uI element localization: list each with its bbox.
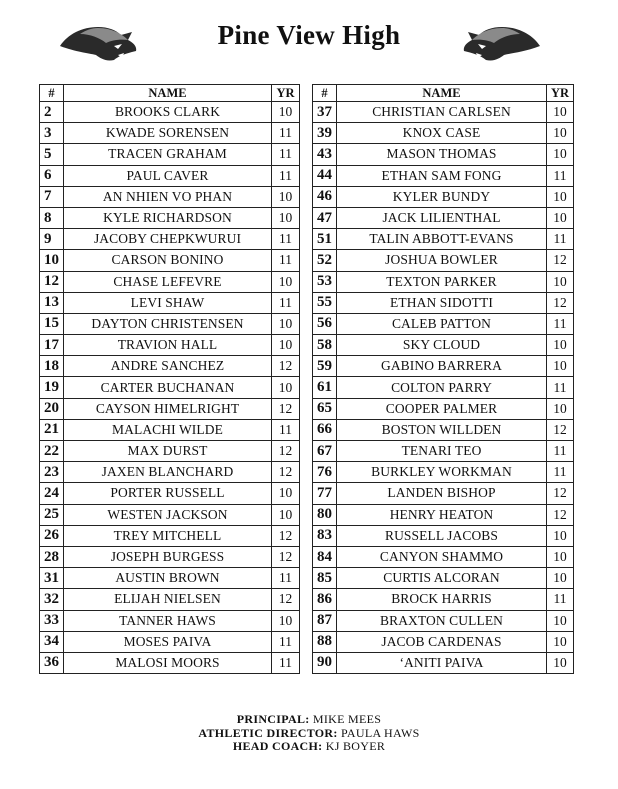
player-name: TANNER HAWS [64,610,272,631]
player-name: COLTON PARRY [337,377,547,398]
player-name: MAX DURST [64,441,272,462]
player-year: 10 [547,546,574,567]
column-header-name: NAME [64,85,272,102]
player-number: 83 [313,525,337,546]
table-row [313,419,574,440]
table-row [40,250,300,271]
player-year: 11 [547,462,574,483]
player-year: 10 [272,610,300,631]
table-row [313,250,574,271]
table-row [40,186,300,207]
player-name: ‘ANITI PAIVA [337,652,547,673]
panther-head-icon [462,22,542,64]
player-number: 67 [313,441,337,462]
player-year: 11 [547,589,574,610]
table-row [313,313,574,334]
player-year: 11 [272,250,300,271]
player-name: CARTER BUCHANAN [64,377,272,398]
player-year: 11 [272,292,300,313]
player-year: 10 [547,525,574,546]
player-name: ETHAN SAM FONG [337,165,547,186]
player-name: AUSTIN BROWN [64,568,272,589]
player-number: 23 [40,462,64,483]
table-row [40,483,300,504]
player-year: 12 [547,483,574,504]
page-title: Pine View High [217,20,401,50]
table-row [40,271,300,292]
player-year: 11 [272,631,300,652]
player-name: HENRY HEATON [337,504,547,525]
player-number: 18 [40,356,64,377]
player-name: JOSEPH BURGESS [64,546,272,567]
player-year: 12 [272,441,300,462]
player-year: 11 [272,419,300,440]
player-name: JOSHUA BOWLER [337,250,547,271]
player-name: CHRISTIAN CARLSEN [337,102,547,123]
table-row [313,292,574,313]
table-row [313,165,574,186]
player-year: 10 [547,123,574,144]
player-name: MALACHI WILDE [64,419,272,440]
player-number: 86 [313,589,337,610]
player-year: 11 [272,144,300,165]
player-number: 77 [313,483,337,504]
player-number: 36 [40,652,64,673]
athletic-director-line [0,727,618,741]
table-row [40,462,300,483]
table-row [313,546,574,567]
player-number: 28 [40,546,64,567]
head-coach-line [0,740,618,754]
player-number: 47 [313,207,337,228]
table-row [313,123,574,144]
player-year: 10 [272,313,300,334]
player-year: 10 [547,356,574,377]
head-coach-name: KJ BOYER [325,739,386,753]
table-row [40,144,300,165]
head-coach-label: HEAD COACH: [232,739,323,753]
player-name: BROOKS CLARK [64,102,272,123]
column-header-year: YR [272,85,300,102]
player-year: 10 [547,335,574,356]
player-name: AN NHIEN VO PHAN [64,186,272,207]
table-row [40,652,300,673]
player-name: KYLER BUNDY [337,186,547,207]
table-row [40,313,300,334]
player-year: 12 [272,525,300,546]
player-year: 10 [272,186,300,207]
table-row [40,229,300,250]
athletic-director-name: PAULA HAWS [341,725,420,740]
player-name: LANDEN BISHOP [337,483,547,504]
player-year: 11 [272,229,300,250]
table-row [40,441,300,462]
athletic-director-label: ATHLETIC DIRECTOR: [198,725,338,740]
player-number: 34 [40,631,64,652]
player-name: KWADE SORENSEN [64,123,272,144]
table-row [313,525,574,546]
table-row [313,144,574,165]
table-row [40,335,300,356]
player-year: 10 [547,398,574,419]
player-number: 39 [313,123,337,144]
principal-line [0,713,618,727]
player-name: PORTER RUSSELL [64,483,272,504]
player-name: CAYSON HIMELRIGHT [64,398,272,419]
player-year: 11 [547,441,574,462]
player-name: SKY CLOUD [337,335,547,356]
table-row [313,377,574,398]
player-number: 65 [313,398,337,419]
player-number: 90 [313,652,337,673]
table-row [313,483,574,504]
player-year: 10 [547,568,574,589]
player-number: 2 [40,102,64,123]
player-name: GABINO BARRERA [337,356,547,377]
player-number: 6 [40,165,64,186]
table-row [40,207,300,228]
table-row [313,398,574,419]
player-year: 11 [547,313,574,334]
player-year: 12 [547,250,574,271]
column-header-number: # [40,85,64,102]
player-number: 55 [313,292,337,313]
table-row [40,546,300,567]
player-number: 9 [40,229,64,250]
player-number: 5 [40,144,64,165]
player-year: 10 [547,271,574,292]
player-name: TRACEN GRAHAM [64,144,272,165]
player-number: 31 [40,568,64,589]
roster-table-right [312,84,574,674]
table-row [40,610,300,631]
player-year: 11 [272,652,300,673]
player-name: BROCK HARRIS [337,589,547,610]
player-number: 13 [40,292,64,313]
player-name: TALIN ABBOTT-EVANS [337,229,547,250]
player-name: WESTEN JACKSON [64,504,272,525]
player-number: 43 [313,144,337,165]
player-number: 24 [40,483,64,504]
table-row [40,525,300,546]
player-name: PAUL CAVER [64,165,272,186]
player-number: 32 [40,589,64,610]
player-number: 84 [313,546,337,567]
player-name: JACOBY CHEPKWURUI [64,229,272,250]
table-row [40,419,300,440]
player-number: 8 [40,207,64,228]
table-row [40,377,300,398]
table-row [40,356,300,377]
player-number: 22 [40,441,64,462]
table-row [40,398,300,419]
player-year: 10 [547,610,574,631]
player-year: 10 [547,144,574,165]
table-row [40,123,300,144]
player-number: 52 [313,250,337,271]
table-header-row [40,85,300,102]
player-name: TEXTON PARKER [337,271,547,292]
player-year: 11 [547,165,574,186]
table-row [313,335,574,356]
player-year: 12 [272,546,300,567]
player-number: 56 [313,313,337,334]
table-row [40,102,300,123]
page-header [0,0,618,80]
player-name: ANDRE SANCHEZ [64,356,272,377]
player-number: 20 [40,398,64,419]
player-name: CURTIS ALCORAN [337,568,547,589]
player-year: 11 [272,165,300,186]
player-number: 76 [313,462,337,483]
roster-body-right [313,102,574,674]
table-row [313,229,574,250]
table-row [40,504,300,525]
player-number: 51 [313,229,337,250]
table-header-row [313,85,574,102]
column-header-name: NAME [337,85,547,102]
player-number: 21 [40,419,64,440]
player-name: MOSES PAIVA [64,631,272,652]
principal-name: MIKE MEES [312,712,382,726]
player-year: 11 [272,568,300,589]
player-year: 10 [272,271,300,292]
player-year: 12 [547,504,574,525]
table-row [313,207,574,228]
player-number: 12 [40,271,64,292]
player-name: BRAXTON CULLEN [337,610,547,631]
player-number: 37 [313,102,337,123]
player-name: KYLE RICHARDSON [64,207,272,228]
player-year: 10 [547,102,574,123]
player-name: TREY MITCHELL [64,525,272,546]
table-row [313,568,574,589]
player-year: 10 [272,483,300,504]
table-row [313,504,574,525]
player-name: BOSTON WILLDEN [337,419,547,440]
player-number: 3 [40,123,64,144]
player-number: 59 [313,356,337,377]
player-number: 10 [40,250,64,271]
player-number: 46 [313,186,337,207]
player-number: 61 [313,377,337,398]
player-name: RUSSELL JACOBS [337,525,547,546]
table-row [313,441,574,462]
table-row [40,631,300,652]
player-number: 87 [313,610,337,631]
player-year: 10 [272,207,300,228]
table-row [313,589,574,610]
player-name: TRAVION HALL [64,335,272,356]
player-year: 10 [547,631,574,652]
player-number: 7 [40,186,64,207]
player-number: 44 [313,165,337,186]
table-row [40,589,300,610]
player-name: DAYTON CHRISTENSEN [64,313,272,334]
table-row [313,462,574,483]
player-year: 12 [272,462,300,483]
player-name: MALOSI MOORS [64,652,272,673]
table-row [40,165,300,186]
player-year: 11 [547,229,574,250]
player-year: 12 [547,292,574,313]
principal-label: PRINCIPAL: [236,712,310,726]
table-row [313,631,574,652]
player-number: 15 [40,313,64,334]
player-name: CARSON BONINO [64,250,272,271]
player-name: LEVI SHAW [64,292,272,313]
player-name: JAXEN BLANCHARD [64,462,272,483]
player-number: 53 [313,271,337,292]
player-number: 58 [313,335,337,356]
player-year: 12 [272,398,300,419]
player-year: 10 [272,377,300,398]
table-row [40,568,300,589]
staff-credits [0,713,618,754]
player-year: 10 [272,102,300,123]
roster-body-left [40,102,300,674]
player-number: 88 [313,631,337,652]
player-name: JACK LILIENTHAL [337,207,547,228]
player-year: 12 [272,589,300,610]
table-row [313,610,574,631]
player-name: CANYON SHAMMO [337,546,547,567]
player-year: 10 [272,335,300,356]
player-year: 11 [272,123,300,144]
player-number: 26 [40,525,64,546]
player-number: 66 [313,419,337,440]
player-number: 33 [40,610,64,631]
player-number: 17 [40,335,64,356]
player-name: ETHAN SIDOTTI [337,292,547,313]
player-name: BURKLEY WORKMAN [337,462,547,483]
player-name: TENARI TEO [337,441,547,462]
table-row [313,652,574,673]
player-year: 10 [547,186,574,207]
player-name: CALEB PATTON [337,313,547,334]
table-row [313,186,574,207]
player-year: 12 [547,419,574,440]
player-year: 11 [547,377,574,398]
roster-table-left [39,84,300,674]
column-header-year: YR [547,85,574,102]
table-row [313,271,574,292]
player-year: 12 [272,356,300,377]
player-year: 10 [547,652,574,673]
player-year: 10 [272,504,300,525]
table-row [313,356,574,377]
player-name: CHASE LEFEVRE [64,271,272,292]
player-name: KNOX CASE [337,123,547,144]
player-number: 80 [313,504,337,525]
table-row [40,292,300,313]
player-year: 10 [547,207,574,228]
player-name: JACOB CARDENAS [337,631,547,652]
player-number: 19 [40,377,64,398]
player-number: 85 [313,568,337,589]
column-header-number: # [313,85,337,102]
player-name: COOPER PALMER [337,398,547,419]
player-number: 25 [40,504,64,525]
player-name: ELIJAH NIELSEN [64,589,272,610]
player-name: MASON THOMAS [337,144,547,165]
table-row [313,102,574,123]
